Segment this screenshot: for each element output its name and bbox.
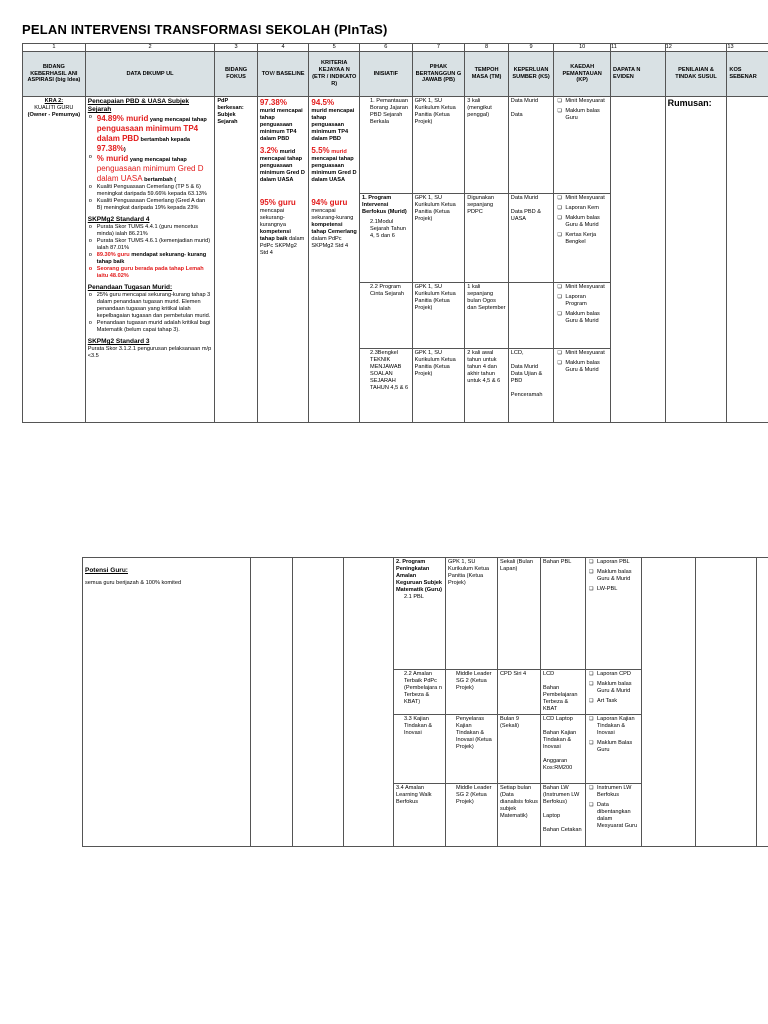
pb-cell: Middle Leader SG 2 (Ketua Projek) (446, 670, 498, 715)
header-cell: TEMPOH MASA (TM) (465, 52, 509, 97)
pb-cell: GPK 1, SU Kurikulum Ketua Panitia (Ketua Projek) (412, 283, 465, 349)
col-num: 5 (309, 44, 360, 52)
ks-cell: LCD, Data Murid Data Ujian & PBD Penceramah (508, 349, 554, 423)
header-cell: KRITERIA KEJAYAA N (ETR / INDIKATO R) (309, 52, 360, 97)
tm-cell: 2 kali awal tahun untuk tahun 4 dan akhir tahun untuk 4,5 & 6 (465, 349, 509, 423)
section-heading: SKPMg2 Standard 4 (87, 216, 150, 224)
header-cell: DATA DIKUMP UL (85, 52, 215, 97)
col-num: 4 (257, 44, 309, 52)
kra-desc: KUALITI GURU (34, 104, 74, 111)
col-num: 8 (465, 44, 509, 52)
col-num: 3 (215, 44, 258, 52)
ks-cell: LCD Laptop Bahan Kajian Tindakan & Inovasi Anggaran Kos:RM200 (541, 715, 586, 784)
pb-cell: Penyelaras Kajian Tindakan & Inovasi (Ketua Projek) (446, 715, 498, 784)
header-cell: KOS SEBENAR (727, 52, 768, 97)
pb-cell: GPK 1, SU Kurikulum Ketua Panitia (Ketua Projek) (412, 194, 465, 283)
tm-cell: 3 kali (mengikut penggal) (465, 97, 509, 194)
kp-cell: ❏ Laporan Kajian Tindakan & Inovasi ❏ Maklum Balas Guru (586, 715, 642, 784)
potensi-cell (83, 558, 251, 847)
column-number-row (23, 44, 768, 52)
data-heading: Pencapaian PBD & UASA Subjek Sejarah (87, 98, 190, 114)
eviden-cell (611, 97, 666, 423)
inisiatif-cell: 1. Program Intervensi Berfokus (Murid) 2.1Modul Sejarah Tahun 4, 5 dan 6 (360, 194, 413, 283)
ks-cell (508, 283, 554, 349)
col-num: 1 (23, 44, 86, 52)
kra-label: KRA 2: (44, 98, 64, 104)
kp-cell: ❏ Minit Mesyuarat ❏ Laporan Kem ❏ Maklum balas Guru & Murid ❏ Kertas Kerja Bengkel (554, 194, 611, 283)
kp-cell: ❏ Laporan CPD ❏ Maklum balas Guru & Murid ❏ Art Task (586, 670, 642, 715)
header-cell: KEPERLUAN SUMBER (KS) (508, 52, 554, 97)
tm-cell: Digunakan sepanjang PDPC (465, 194, 509, 283)
tm-cell: CPD Siri 4 (498, 670, 541, 715)
data-cell (85, 97, 215, 423)
potensi-text: semua guru berijazah & 100% komited (85, 580, 182, 587)
header-cell: PENILAIAN & TINDAK SUSUL (665, 52, 727, 97)
penilaian-cell (696, 558, 757, 847)
kp-cell: ❏ Laporan PBL ❏ Maklum balas Guru & Murid ❏ LW-PBL (586, 558, 642, 670)
kos-cell (757, 558, 768, 847)
inisiatif-cell: 2.2 Program Cinta Sejarah (360, 283, 413, 349)
inisiatif-cell: 2.3Bengkel TEKNIK MENJAWAB SOALAN SEJARAH TAHUN 4,5 & 6 (360, 349, 413, 423)
ks-cell: Data Murid Data (508, 97, 554, 194)
list-item: o 89.30% guru mendapat sekurang- kurang tahap baik (97, 252, 213, 266)
kp-cell: ❏ Minit Mesyuarat ❏ Laporan Program ❏ Maklum balas Guru & Murid (554, 283, 611, 349)
etr-cell (344, 558, 394, 847)
ks-cell: Bahan PBL (541, 558, 586, 670)
inisiatif-cell: 2. Program Peningkatan Amalan Keguruan Subjek Matematik (Guru) 2.1 PBL (394, 558, 446, 670)
fokus-cell (251, 558, 293, 847)
etr-cell: 94.5% murid mencapai tahap penguasaan minimum TP4 dalam PBD 5.5% murid mencapai tahap penguasaan minimum Gred D dalam UASA 94% guru mencapai sekurang-kurang kompetensi tahap Cemerlang dalam PdPc SKPMg2 Std 4 (309, 97, 360, 423)
col-num: 9 (508, 44, 554, 52)
inisiatif-cell: 2.2 Amalan Terbaik PdPc (Pembelajara n Terbeza & KBAT) (394, 670, 446, 715)
kra-owner: (Owner - Pemumya) (27, 111, 81, 118)
col-num: 7 (412, 44, 465, 52)
kp-cell: ❏ Instrumen LW Berfokus ❏ Data dibentangkan dalam Mesyuarat Guru (586, 784, 642, 847)
potensi-heading: Potensi Guru: (85, 567, 128, 574)
list-item: o 94.89% murid yang mencapai tahap penguasaan minimum TP4 dalam PBD bertambah kepada 97.38%) (97, 114, 213, 154)
pb-cell: GPK 1, SU Kurikulum Ketua Panitia (Ketua Projek) (412, 349, 465, 423)
col-num: 13 (727, 44, 768, 52)
ks-cell: Data Murid Data PBD & UASA (508, 194, 554, 283)
ks-cell: LCD Bahan Pembelajaran Terbeza & KBAT (541, 670, 586, 715)
table-row (83, 558, 768, 670)
penilaian-cell (665, 97, 727, 423)
tov-cell: 97.38% murid mencapai tahap penguasaan minimum TP4 dalam PBD 3.2% murid mencapai tahap penguasaan minimum Gred D dalam UASA 95% guru mencapai sekurang-kurangnya kompetensi tahap baik dalam PdPc SKPMg2 Std 4 (257, 97, 309, 423)
col-num: 12 (665, 44, 727, 52)
document-title: PELAN INTERVENSI TRANSFORMASI SEKOLAH (PInTaS) (22, 22, 388, 37)
eviden-cell (642, 558, 696, 847)
kra-cell (23, 97, 86, 423)
kp-cell: ❏ Minit Mesyuarat ❏ Maklum balas Guru (554, 97, 611, 194)
pb-cell: GPK 1, SU Kurikulum Ketua Panitia (Ketua Projek) (412, 97, 465, 194)
intervention-table-page-1 (22, 43, 768, 423)
pb-cell: GPK 1, SU Kurikulum Ketua Panitia (Ketua Projek) (446, 558, 498, 670)
list-item: o Purata Skor TUMS 4.6.1 (kemenjadian murid) ialah 87.01% (97, 238, 213, 252)
section-heading: SKPMg2 Standard 3 (87, 338, 150, 346)
tov-cell (293, 558, 344, 847)
tm-cell: Sekali (Bulan Lapan) (498, 558, 541, 670)
header-cell: DAPATA N EVIDEN (611, 52, 666, 97)
ks-cell: Bahan LW (Instrumen LW Berfokus) Laptop Bahan Cetakan (541, 784, 586, 847)
list-item: o Kualiti Penguasaan Cemerlang (TP 5 & 6) meningkat daripada 59.66% kepada 63.13% (97, 184, 213, 198)
header-cell: KAEDAH PEMANTAUAN (KP) (554, 52, 611, 97)
col-num: 11 (611, 44, 666, 52)
list-item: o Purata Skor TUMS 4.4.1 (guru mencetus minda) ialah 86.21% (97, 224, 213, 238)
list-item: Purata Skor 3.1.2.1 pengurusan pelaksanaan m/p <3.5 (87, 346, 212, 360)
list-item: o Seorang guru berada pada tahap Lemah iaitu 48.02% (97, 266, 213, 280)
tm-cell: Bulan 9 (Sekali) (498, 715, 541, 784)
kos-cell (727, 97, 768, 423)
section-heading: Penandaan Tugasan Murid: (87, 284, 173, 292)
header-cell: PIHAK BERTANGGUN G JAWAB (PB) (412, 52, 465, 97)
header-row (23, 52, 768, 97)
list-item: o 25% guru mencapai sekurang-kurang tahap 3 dalam penandaan tugasan murid. Elemen penandaan tugasan yang kritikal ialah kepelbagaian tugasan dan pembetulan murid. (97, 292, 213, 320)
col-num: 6 (360, 44, 413, 52)
list-item: o % murid yang mencapai tahap penguasaan minimum Gred D dalam UASA bertambah ( (97, 154, 213, 184)
fokus-cell: PdP berkesan: Subjek Sejarah (215, 97, 258, 423)
pb-cell: Middle Leader SG 2 (Ketua Projek) (446, 784, 498, 847)
inisiatif-cell: 3.4 Amalan Learning Walk Berfokus (394, 784, 446, 847)
kp-cell: ❏ Minit Mesyuarat ❏ Maklum balas Guru & Murid (554, 349, 611, 423)
list-item: o Penandaan tugasan murid adalah kritikal bagi Matematik (belum capai tahap 3). (97, 320, 213, 334)
list-item: o Kualiti Penguasaan Cemerlang (Gred A dan B) meningkat daripada 19% kepada 23% (97, 198, 213, 212)
header-cell: BIDANG KEBERHASIL ANI ASPIRASI (big Idea) (23, 52, 86, 97)
header-cell: BIDANG FOKUS (215, 52, 258, 97)
inisiatif-cell: 3.3 Kajian Tindakan & Inovasi (394, 715, 446, 784)
header-cell: TOV/ BASELINE (257, 52, 309, 97)
table-row (23, 97, 768, 194)
tm-cell: Setiap bulan (Data dianalisis fokus subjek Matematik) (498, 784, 541, 847)
tm-cell: 1 kali sepanjang bulan Ogos dan September (465, 283, 509, 349)
rumusan-label: Rumusan: (667, 98, 712, 108)
col-num: 2 (85, 44, 215, 52)
intervention-table-page-2 (82, 557, 768, 847)
col-num: 10 (554, 44, 611, 52)
header-cell: INISIATIF (360, 52, 413, 97)
inisiatif-cell: 1. Pemantauan Borang Jajaran PBD Sejarah Berkala (360, 97, 413, 194)
